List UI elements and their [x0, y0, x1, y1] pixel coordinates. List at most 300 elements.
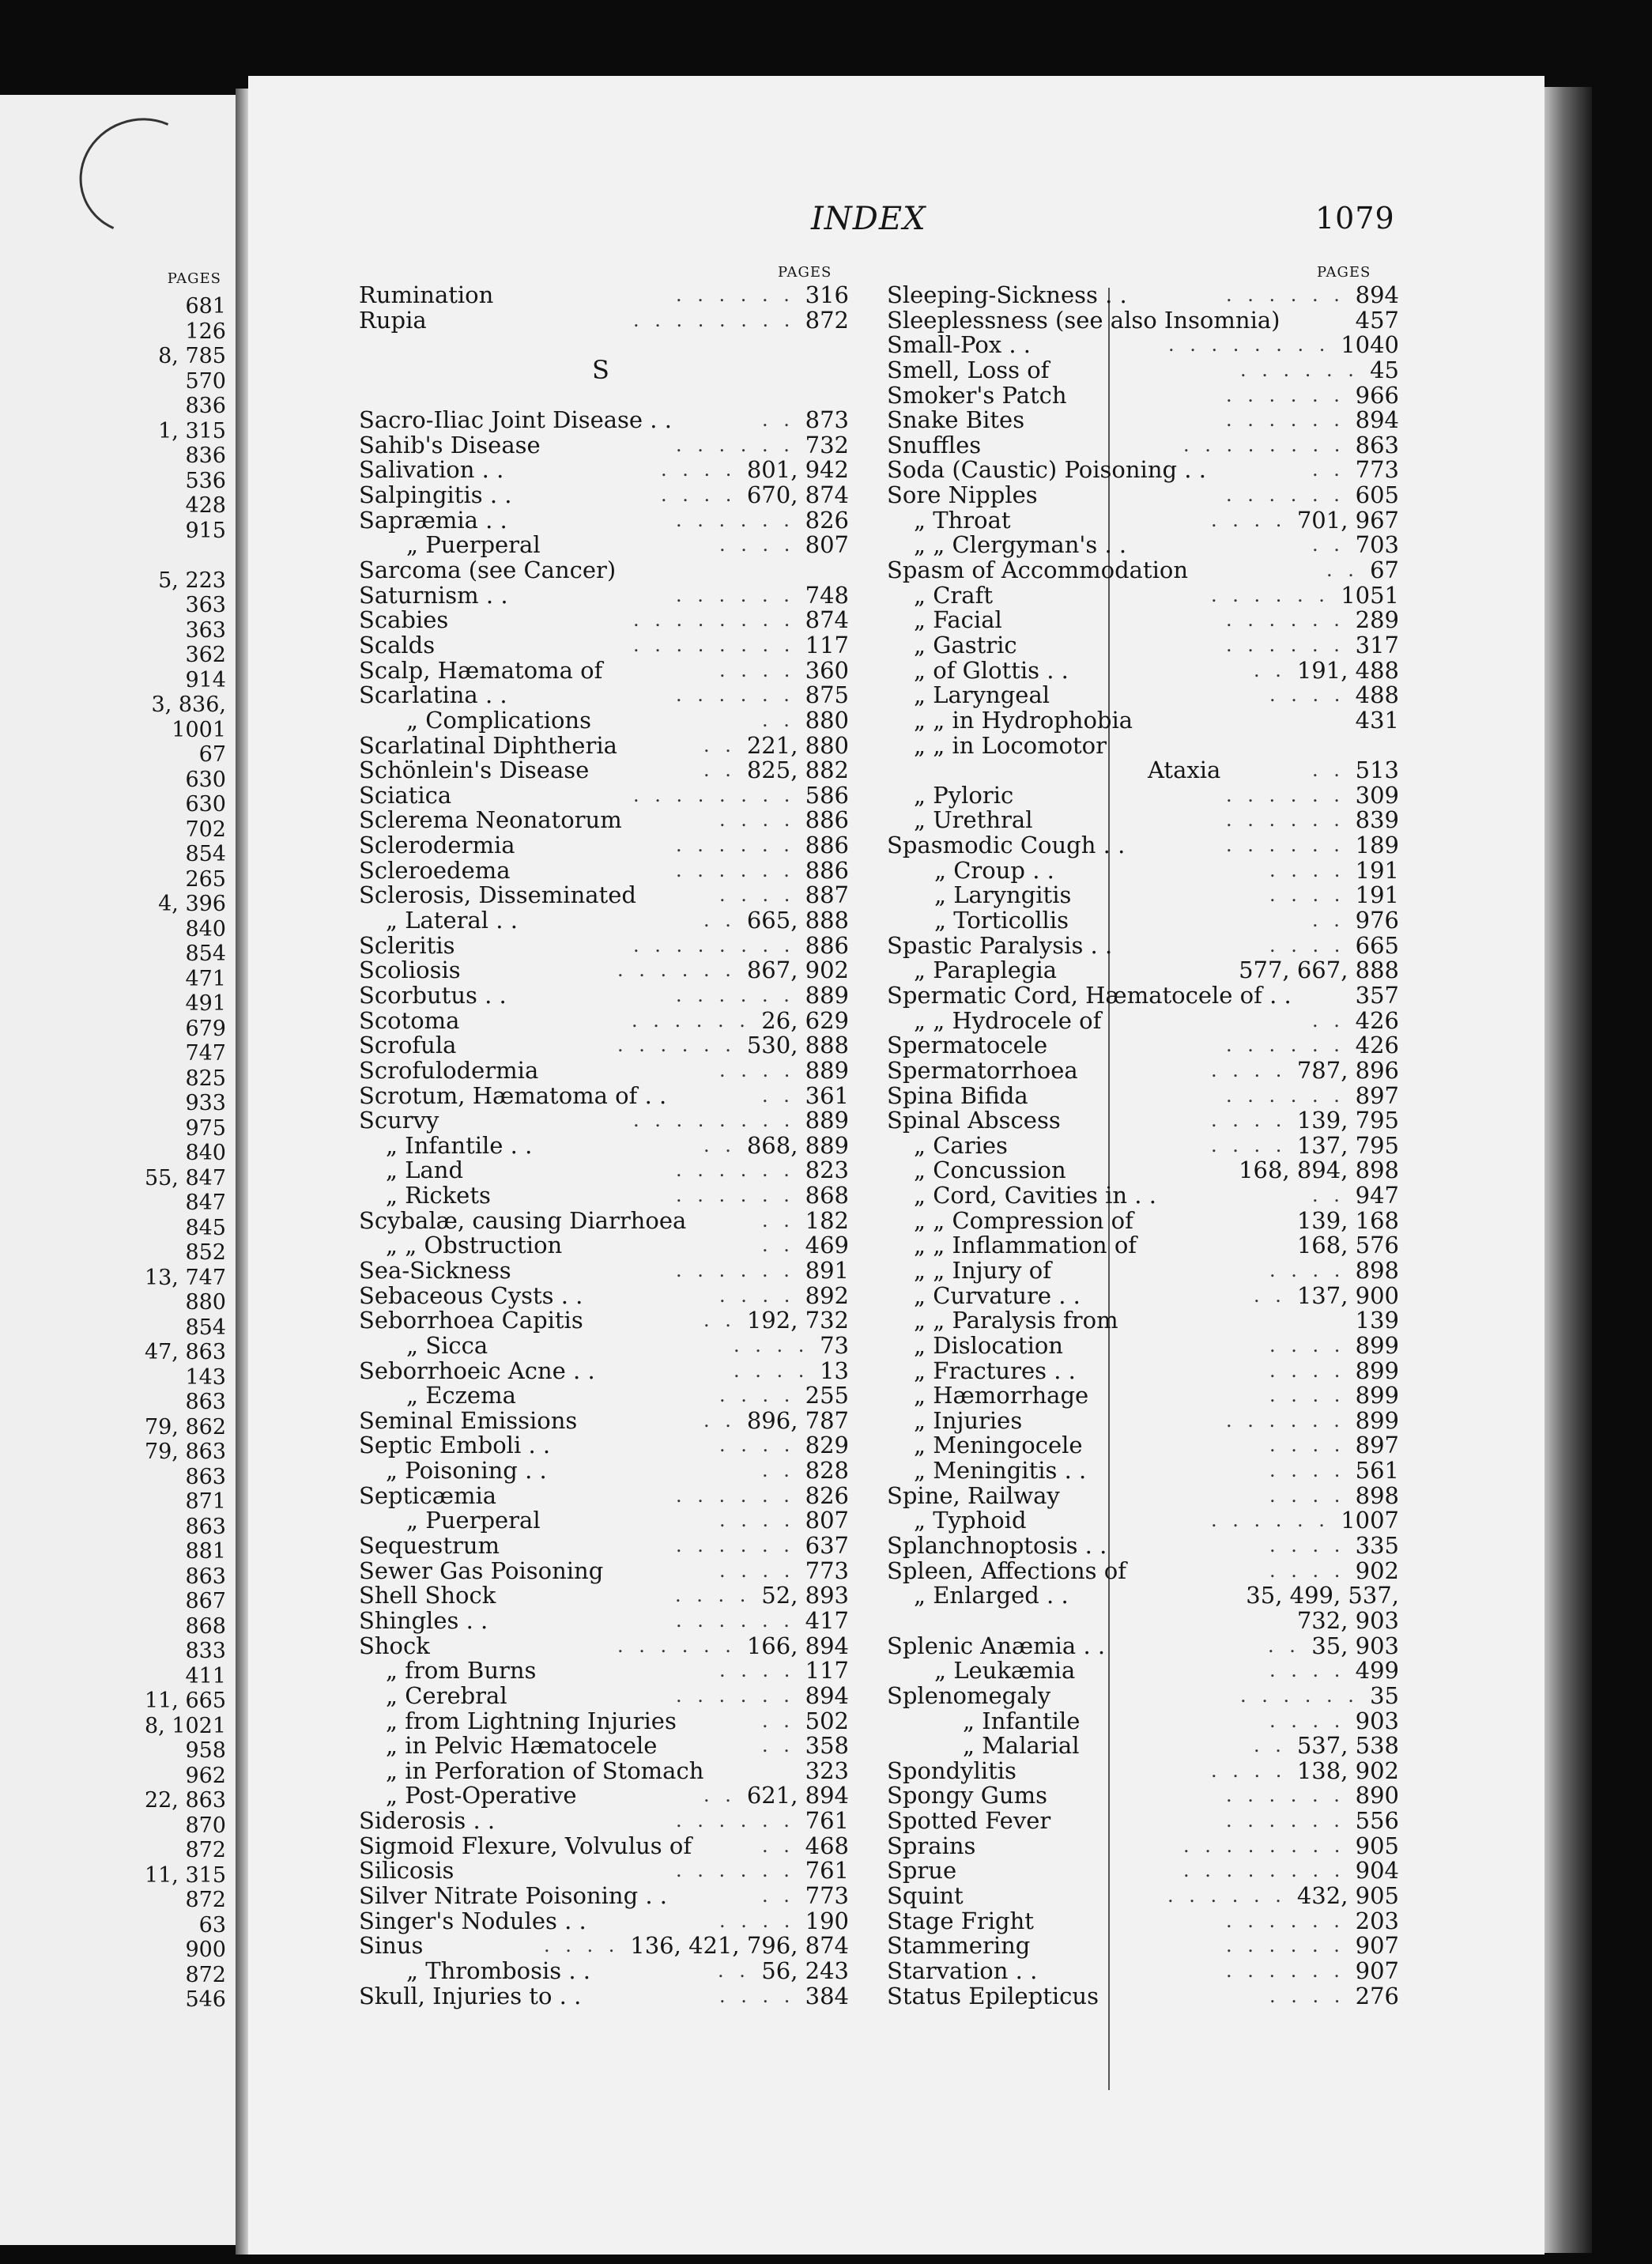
leader-dots: . . . .	[1269, 1258, 1345, 1281]
leader-dots: . . . .	[1211, 508, 1287, 531]
previous-page-number: 362	[185, 643, 226, 667]
previous-page-number: 536	[185, 468, 226, 493]
leader-dots: . . . . . .	[1226, 409, 1345, 432]
entry-term: „ Injuries	[914, 1406, 1023, 1434]
entry-term: „ Laryngeal	[914, 681, 1050, 709]
previous-page-number: 962	[185, 1763, 226, 1788]
leader-dots: . . . . . .	[617, 1034, 736, 1057]
previous-page-pages-header: PAGES	[167, 270, 221, 287]
entry-term: „ Laryngitis	[934, 881, 1072, 909]
entry-term: „ Cord, Cavities in . .	[914, 1182, 1156, 1209]
entry-term: Spasmodic Cough . .	[887, 832, 1126, 859]
entry-pages: 358	[805, 1732, 849, 1760]
entry-term: „ Lateral . .	[386, 907, 518, 934]
previous-page-number	[145, 543, 226, 568]
previous-page-number: 679	[185, 1016, 226, 1041]
entry-pages: 35, 903	[1311, 1632, 1399, 1659]
entry-term: „ Caries	[914, 1131, 1008, 1159]
section-letter-row	[359, 354, 849, 385]
leader-dots: . . . .	[1269, 1534, 1345, 1557]
index-entry	[359, 1108, 849, 1134]
entry-pages: 192, 732	[746, 1307, 849, 1334]
leader-dots: . . . .	[719, 1384, 795, 1407]
index-entry	[359, 1709, 849, 1734]
entry-pages: 190	[805, 1907, 849, 1934]
entry-pages: 891	[805, 1256, 849, 1284]
entry-term: „ Post-Operative	[386, 1782, 577, 1809]
previous-page-number: 143	[185, 1364, 226, 1390]
entry-pages: 499	[1355, 1657, 1399, 1685]
entry-term: „ Typhoid	[914, 1507, 1027, 1534]
entry-term: „ „ Clergyman's . .	[914, 531, 1127, 559]
entry-pages: 889	[805, 1107, 849, 1134]
entry-term: „ Craft	[914, 581, 993, 609]
index-entry	[887, 1359, 1399, 1384]
index-entry	[887, 1383, 1399, 1409]
entry-pages: 513	[1355, 757, 1399, 784]
entry-pages: 255	[805, 1382, 849, 1409]
leader-dots: . . . . . .	[1240, 358, 1359, 381]
leader-dots: . . . .	[719, 1659, 795, 1682]
leader-dots: . . . . . .	[676, 1809, 794, 1832]
leader-dots: . . . .	[719, 658, 795, 681]
index-entry	[359, 458, 849, 483]
index-entry	[887, 1956, 1399, 1984]
entry-term: Salpingitis . .	[359, 481, 512, 509]
previous-page-number: 833	[185, 1639, 226, 1663]
entry-pages: 317	[1355, 631, 1399, 658]
leader-dots: . .	[1312, 759, 1345, 782]
index-entry	[887, 1858, 1399, 1884]
index-entry	[359, 931, 849, 959]
entry-term: Scleritis	[359, 931, 455, 959]
entry-term: Spongy Gums	[887, 1782, 1047, 1809]
index-entry	[887, 358, 1399, 383]
entry-pages: 887	[805, 881, 849, 909]
entry-term: Splenomegaly	[887, 1681, 1051, 1709]
index-entry	[359, 983, 849, 1009]
previous-page-number: 847	[185, 1190, 226, 1215]
entry-pages: 839	[1355, 806, 1399, 834]
entry-term: Septicæmia	[359, 1481, 497, 1509]
leader-dots: . . . . . .	[1226, 383, 1345, 406]
index-entry	[359, 1909, 849, 1934]
index-entry	[887, 608, 1399, 633]
index-entry	[359, 833, 849, 858]
entry-pages: 168, 894, 898	[1239, 1157, 1399, 1184]
entry-pages: 432, 905	[1296, 1882, 1399, 1909]
index-entry	[887, 1634, 1399, 1659]
previous-page-number: 825	[185, 1066, 226, 1091]
index-entry	[359, 283, 849, 308]
index-entry	[359, 433, 849, 458]
index-entry	[887, 1308, 1399, 1334]
leader-dots: . .	[762, 1084, 794, 1107]
entry-pages: 823	[805, 1157, 849, 1184]
entry-pages: 868, 889	[746, 1131, 849, 1159]
entry-term: Silver Nitrate Poisoning . .	[359, 1882, 668, 1909]
previous-page-number: 1001	[172, 717, 226, 742]
index-entry	[887, 1206, 1399, 1234]
entry-pages: 966	[1355, 381, 1399, 409]
entry-pages: 35	[1370, 1681, 1399, 1709]
entry-term: Seborrhoeic Acne . .	[359, 1357, 595, 1384]
entry-pages: 829	[805, 1432, 849, 1459]
right-column-pages-header: PAGES	[1317, 264, 1371, 281]
entry-term: „ „ in Hydrophobia	[914, 706, 1133, 734]
index-entry	[359, 1934, 849, 1959]
index-entry	[359, 558, 849, 583]
previous-page-number: 47, 863	[144, 1340, 226, 1364]
index-entry	[359, 633, 849, 658]
entry-term: Stammering	[887, 1932, 1031, 1960]
leader-dots: . . . .	[734, 1334, 809, 1357]
previous-page-number: 872	[185, 1838, 226, 1862]
previous-page-number: 871	[185, 1489, 226, 1514]
leader-dots: . . . .	[719, 1909, 795, 1932]
previous-page-numbers	[145, 294, 226, 2013]
index-entry	[359, 1158, 849, 1183]
entry-pages: 748	[805, 581, 849, 609]
entry-term: Scleroedema	[359, 856, 511, 884]
leader-dots: . . . . . .	[1226, 1409, 1345, 1432]
entry-term: „ Croup . .	[934, 856, 1054, 884]
entry-pages: 537, 538	[1296, 1732, 1399, 1760]
entry-pages: 899	[1355, 1382, 1399, 1409]
index-entry	[359, 1634, 849, 1659]
entry-term: Squint	[887, 1882, 964, 1909]
leader-dots: . . . . . .	[676, 1859, 794, 1882]
entry-pages: 426	[1355, 1032, 1399, 1059]
index-entry	[359, 908, 849, 934]
leader-dots: . . . .	[661, 484, 737, 507]
leader-dots: . . . .	[1269, 1659, 1345, 1682]
entry-pages: 45	[1370, 356, 1399, 383]
entry-pages: 35, 499, 537,	[1246, 1582, 1399, 1609]
index-entry	[887, 708, 1399, 734]
entry-pages: 773	[1355, 456, 1399, 484]
entry-pages: 903	[1355, 1707, 1399, 1734]
entry-term: Smell, Loss of	[887, 356, 1050, 383]
previous-page-number: 880	[185, 1290, 226, 1315]
entry-pages: 384	[805, 1982, 849, 2009]
leader-dots: . . . . . .	[676, 284, 794, 306]
entry-pages: 886	[805, 931, 849, 959]
entry-pages: 907	[1355, 1932, 1399, 1960]
index-entry	[359, 708, 849, 734]
entry-term: Spleen, Affections of	[887, 1556, 1126, 1584]
previous-page-number: 8, 1021	[144, 1713, 226, 1738]
previous-page-number: 363	[185, 593, 226, 617]
entry-pages: 309	[1355, 781, 1399, 809]
previous-page-number: 363	[185, 617, 226, 643]
entry-term: Spina Bifida	[887, 1081, 1028, 1109]
leader-dots: . . . .	[719, 1434, 795, 1457]
leader-dots: . .	[1312, 534, 1345, 557]
entry-term: „ Enlarged . .	[914, 1582, 1069, 1609]
index-entry	[887, 908, 1399, 934]
previous-page-number: 854	[185, 1315, 226, 1340]
entry-term: „ in Perforation of Stomach	[386, 1756, 704, 1784]
leader-dots: . . . . . .	[676, 1184, 794, 1207]
leader-dots: . . . . . .	[676, 858, 794, 881]
index-entry	[359, 1956, 849, 1984]
previous-page-number: 5, 223	[158, 568, 226, 593]
entry-term: „ Cerebral	[386, 1681, 507, 1709]
previous-page-number: 863	[185, 1390, 226, 1414]
entry-term: Saturnism . .	[359, 581, 508, 609]
entry-pages: 907	[1355, 1956, 1399, 1984]
index-entry	[359, 1131, 849, 1159]
previous-page-number: 471	[185, 966, 226, 991]
entry-pages: 947	[1355, 1182, 1399, 1209]
entry-pages: 880	[805, 706, 849, 734]
entry-term: „ „ Paralysis from	[914, 1307, 1118, 1334]
entry-term: Scybalæ, causing Diarrhoea	[359, 1206, 687, 1234]
previous-page-number: 55, 847	[144, 1165, 226, 1190]
entry-pages: 773	[805, 1882, 849, 1909]
entry-pages: 701, 967	[1296, 506, 1399, 534]
entry-pages: 191	[1355, 856, 1399, 884]
index-entry	[887, 1534, 1399, 1559]
entry-term: Septic Emboli . .	[359, 1432, 551, 1459]
index-entry	[359, 1433, 849, 1458]
page-number: 1079	[1315, 201, 1395, 236]
book-gutter	[236, 89, 248, 2255]
index-entry	[887, 683, 1399, 708]
leader-dots: . . . .	[1269, 1384, 1345, 1407]
index-entry	[359, 883, 849, 908]
index-entry	[887, 983, 1399, 1009]
index-entry	[359, 1481, 849, 1509]
entry-term: Stage Fright	[887, 1907, 1034, 1934]
index-entry	[887, 583, 1399, 609]
entry-term: Scrofulodermia	[359, 1056, 539, 1084]
index-entry	[887, 433, 1399, 458]
entry-pages: 117	[805, 631, 849, 658]
index-entry	[359, 1858, 849, 1884]
entry-term: Scrotum, Hæmatoma of . .	[359, 1081, 667, 1109]
index-entry	[359, 408, 849, 433]
leader-dots: . . . . . .	[1211, 1509, 1330, 1532]
index-entry	[887, 731, 1399, 759]
entry-pages: 191	[1355, 881, 1399, 909]
entry-term: Seborrhoea Capitis	[359, 1307, 583, 1334]
entry-pages: 139	[1355, 1307, 1399, 1334]
entry-term: Sclerodermia	[359, 832, 515, 859]
entry-term: Sea-Sickness	[359, 1256, 511, 1284]
entry-term: Shingles . .	[359, 1606, 488, 1634]
entry-pages: 335	[1355, 1532, 1399, 1560]
index-entry	[359, 958, 849, 983]
leader-dots: . . . . . .	[676, 1534, 794, 1557]
leader-dots: . . . . . .	[632, 1009, 750, 1032]
index-entry	[359, 1033, 849, 1058]
entry-pages: 586	[805, 781, 849, 809]
entry-term: Sebaceous Cysts . .	[359, 1281, 583, 1309]
entry-pages: 897	[1355, 1081, 1399, 1109]
leader-dots: . . . .	[1269, 1459, 1345, 1482]
entry-term: „ Rickets	[386, 1182, 491, 1209]
index-entry	[887, 1183, 1399, 1209]
entry-pages: 139, 168	[1296, 1206, 1399, 1234]
entry-term: Seminal Emissions	[359, 1406, 578, 1434]
entry-term: „ Urethral	[914, 806, 1033, 834]
entry-pages: 825, 882	[746, 757, 849, 784]
index-entry	[359, 1406, 849, 1434]
index-entry	[359, 1331, 849, 1359]
previous-page-number: 126	[185, 319, 226, 344]
index-entry	[359, 1734, 849, 1759]
entry-pages: 488	[1355, 681, 1399, 709]
leader-dots: . . . . . . . .	[1183, 1859, 1345, 1882]
entry-term: Rupia	[359, 306, 427, 334]
entry-term: Sprains	[887, 1832, 976, 1859]
previous-page-number: 491	[185, 991, 226, 1016]
entry-term: Spermatorrhoea	[887, 1056, 1078, 1084]
entry-pages: 890	[1355, 1782, 1399, 1809]
entry-pages: 13	[820, 1357, 849, 1384]
leader-dots: . . . . . .	[1226, 1034, 1345, 1057]
leader-dots: . . . .	[719, 1284, 795, 1307]
entry-pages: 276	[1355, 1982, 1399, 2009]
previous-page-number: 854	[185, 941, 226, 966]
entry-pages: 417	[805, 1606, 849, 1634]
entry-term: „ Torticollis	[934, 907, 1069, 934]
index-entry	[359, 1534, 849, 1559]
index-entry	[887, 658, 1399, 684]
leader-dots: . . . .	[1211, 1058, 1287, 1081]
leader-dots: . . . .	[719, 809, 795, 832]
previous-page-number: 840	[185, 1141, 226, 1165]
leader-dots: . . . .	[719, 1559, 795, 1582]
index-entry	[359, 1681, 849, 1709]
entry-term: Sleeping-Sickness . .	[887, 281, 1127, 308]
index-entry	[359, 1258, 849, 1284]
entry-term: Snuffles	[887, 431, 982, 458]
entry-pages: 828	[805, 1457, 849, 1485]
entry-term: Schönlein's Disease	[359, 757, 590, 784]
index-entry	[887, 1658, 1399, 1684]
leader-dots: . . . . . .	[676, 1609, 794, 1632]
index-entry	[887, 1934, 1399, 1959]
leader-dots: . . . . . .	[676, 983, 794, 1006]
entry-pages: 670, 874	[746, 481, 849, 509]
entry-term: Spermatic Cord, Hæmatocele of . .	[887, 981, 1292, 1009]
index-entry	[359, 658, 849, 684]
index-entry	[887, 883, 1399, 908]
entry-term: „ Infantile	[963, 1707, 1081, 1734]
leader-dots: . .	[1254, 1284, 1286, 1307]
entry-term: Scalp, Hæmatoma of	[359, 656, 603, 684]
index-entry	[887, 808, 1399, 833]
index-entry	[887, 1556, 1399, 1584]
entry-term: „ Leukæmia	[934, 1657, 1076, 1685]
index-entry	[887, 1834, 1399, 1859]
index-entry	[887, 1783, 1399, 1809]
leader-dots: . .	[703, 734, 736, 757]
entry-pages: 189	[1355, 832, 1399, 859]
leader-dots: . .	[703, 1134, 736, 1157]
index-entry	[887, 958, 1399, 983]
page-edge-shadow	[1545, 87, 1592, 2253]
entry-pages: 139, 795	[1296, 1107, 1399, 1134]
previous-page-number: 854	[185, 842, 226, 866]
leader-dots: . . . . . . . .	[633, 308, 795, 331]
entry-term: „ Paraplegia	[914, 957, 1058, 984]
entry-pages: 801, 942	[746, 456, 849, 484]
entry-pages: 904	[1355, 1857, 1399, 1885]
index-entry	[887, 1081, 1399, 1109]
entry-term: Sclerema Neonatorum	[359, 806, 622, 834]
index-entry	[887, 1756, 1399, 1784]
previous-page-number: 872	[185, 1888, 226, 1912]
entry-pages: 323	[805, 1756, 849, 1784]
index-entry	[359, 758, 849, 783]
entry-term: „ „ Inflammation of	[914, 1232, 1137, 1259]
leader-dots: . . . .	[734, 1359, 809, 1382]
leader-dots: . . . . . .	[1226, 1934, 1345, 1957]
index-entry	[887, 1406, 1399, 1434]
leader-dots: . . . .	[544, 1934, 620, 1957]
index-entry	[359, 483, 849, 508]
previous-page-number: 1, 315	[158, 418, 226, 443]
entry-pages: 221, 880	[746, 731, 849, 759]
entry-term: Rumination	[359, 281, 494, 308]
entry-pages: 892	[805, 1281, 849, 1309]
index-entry	[887, 1809, 1399, 1834]
entry-term: „ Sicca	[406, 1331, 488, 1359]
leader-dots: . . . .	[719, 1984, 795, 2007]
entry-pages: 67	[1370, 557, 1399, 584]
leader-dots: . . . . . .	[1240, 1684, 1359, 1707]
previous-page-number: 840	[185, 916, 226, 941]
leader-dots: . . . . . .	[1226, 834, 1345, 857]
entry-term: Shell Shock	[359, 1582, 496, 1609]
leader-dots: . . . . . . . .	[1168, 334, 1330, 357]
entry-pages: 357	[1355, 981, 1399, 1009]
previous-page-number: 630	[185, 792, 226, 817]
entry-pages: 191, 488	[1296, 656, 1399, 684]
entry-pages: 902	[1355, 1556, 1399, 1584]
entry-pages: 886	[805, 806, 849, 834]
entry-term: Sclerosis, Disseminated	[359, 881, 636, 909]
entry-term: Sigmoid Flexure, Volvulus of	[359, 1832, 692, 1859]
leader-dots: . . . . . .	[676, 1258, 794, 1281]
entry-term: „ from Burns	[386, 1657, 537, 1685]
leader-dots: . . . .	[1211, 1759, 1287, 1782]
previous-page-number: 881	[185, 1539, 226, 1564]
entry-pages: 976	[1355, 907, 1399, 934]
index-entry	[359, 1281, 849, 1309]
entry-term: Spotted Fever	[887, 1807, 1051, 1835]
entry-pages: 873	[805, 406, 849, 434]
entry-term: „ Infantile . .	[386, 1131, 533, 1159]
entry-term: Smoker's Patch	[887, 381, 1067, 409]
leader-dots: . . . . . .	[1226, 284, 1345, 306]
leader-dots: . .	[762, 1709, 794, 1732]
previous-page-number: 265	[185, 866, 226, 892]
index-entry	[359, 1458, 849, 1484]
leader-dots: . . . . . .	[1226, 1909, 1345, 1932]
entry-term: „ Meningocele	[914, 1432, 1083, 1459]
leader-dots: . . . . . .	[617, 1634, 736, 1657]
leader-dots: . .	[762, 1734, 794, 1757]
entry-pages: 73	[820, 1331, 849, 1359]
entry-pages: 431	[1355, 706, 1399, 734]
leader-dots: . .	[1312, 458, 1345, 481]
leader-dots: . .	[1312, 1009, 1345, 1032]
